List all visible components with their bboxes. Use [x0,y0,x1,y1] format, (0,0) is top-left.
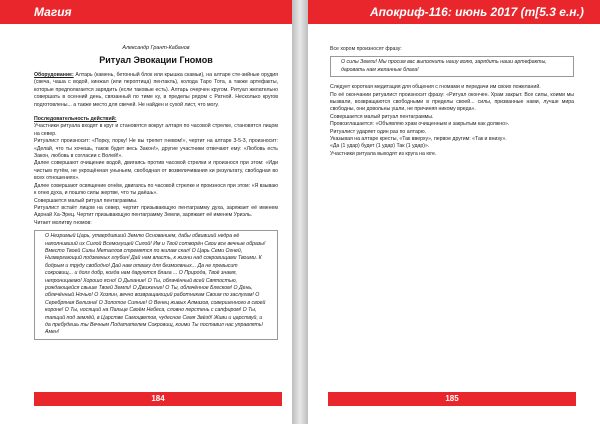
body-paragraph: Ритуалист встаёт лицом на север, чертит призывающую пентаграмму духа, заряжает её именем Адонай Ха-Эрец. Чертит призывающую пентаграмму Земли, заряжает её именем Уриэль. [34,204,278,219]
invocation-quote: О силы Земли! Мы просим вас выполнить нашу волю, зарядить наши артефакты, даровать нам желанные блага! [330,56,574,77]
equipment-text: Алтарь (камень, бетонный блок или крышка скамьи), на алтаре сте-зийные орудия (свеча, чаша с водой, кинжал (или пероптица) пентакль), колода Таро Тота, а также артефакты, которые предполагается зарядить (если таковые есть). Алтарь очерчен кругом. Ритуал желательно совершать в осенний день, связанный по тиме ку, в пределы рядом с Ратной. Несколько кругов подготовлены... а также место для свечей. Не найден и сухой лист, что могу. [34,72,278,108]
body-paragraph: Далее совершают освящение огнём, двигаясь по часовой стрелке и произнося при этом: «Я взываю к огню духа, и пошлю силы жертве, что ты даёшь». [34,182,278,197]
gnome-prayer: О Незримый Царь, утвердивший Землю Основанием, дабы обвивший недра её наполнивший их Силой Всемогущей Силой! Им и Твой сотворён Свои все вечные образы! Вместо Твоей Силы Металлов стремятся по жилам скал! О Царь Семи Огней, Низвергающий подземных глубин! Дай нам власть, к жизни над сокровищами Твоими. К бодрым и труду свободно! Дай нам отвагу для безмолвных... Да не превысит сокровищ... и долг добр, когда нам даруются блага ... О Природа, Твоё знамя, непроницаемо! Хорошо ясно! О Дыхание! О Ты, облачённый всей Святостью, рождающейся свыше Твоей Земли! О Движение! О Ты, облачённое Блеском! О День, облечённый Ночью! О Хозяин, вечно возвращающий работникам Своим по заслугам! О Серебряная Белизна! О Золотое Сияние! О Венец живых Алмазов, совершенного в своей короне! О Ты, носящий на Пальце Своём Небеса, словно перстень с сапфиром! О Ты, таящий под землёй, в Царстве Самоцветов, чудесное Семя Звёзд! Живи и царствуй, и да пребудешь ты Вечным Податателем Сокровищ, коими Ты поставил нас управлять! Амен! [34,230,278,340]
body-paragraph: Участники ритуала выходят из круга на юге. [330,150,437,157]
equipment-label: Оборудование: [34,72,74,78]
body-paragraph: По её окончании ритуалист произносит фразу: «Ритуал окончен. Храм закрыт. Все силы, коими мы вызвали, возвращаются свободными в пределы своей... силы, призванные нами, лучше мира свободны, они довольны ушли, не причиняя никому вреда». [330,91,574,113]
body-paragraph: Совершается малый ритуал пентаграммы. [34,197,138,204]
body-paragraph: «Да (1 удар) будет (1 удар) Так (1 удар)». [330,143,430,150]
body-paragraph: Провозглашается: «Объявляю храм очищенным и закрытым как должно». [330,121,510,128]
equipment-paragraph [34,72,278,109]
right-header: Апокриф-116: июнь 2017 (т[5.3 е.н.) [308,0,600,24]
body-paragraph: Участники ритуала входят в круг и становятся вокруг алтаря по часовой стрелке, становятся лицом на север. [34,123,278,137]
body-paragraph: Ритуалист произносит: «Порку, порку! Не вы трепет гневом!», чертит на алтаре 3-5-3, произносит: «Делай, что ты хочешь, таков будет весь Закон!», другие участники отвечают ему: «Любовь есть Закон, любовь в согласии с Волей!». [34,138,278,160]
right-content [330,46,574,158]
left-page-number: 184 [34,392,282,406]
article-title: Ритуал Эвокации Гномов [99,55,213,65]
body-paragraph: Указывая на алтаре кресты, «Так вверху», первое другим: «Так и внизу». [330,136,507,143]
left-page [0,0,292,424]
article-author: Александр Грант-Кабанов [122,45,190,51]
body-paragraph: Следует короткая медитация для общения с гномами и передачи им своих пожеланий. [330,84,541,91]
book-gutter [292,0,308,424]
body-paragraph: Ритуалист ударяет один раз по алтарю. [330,128,427,135]
intro-line: Все хором произносят фразу: [330,46,402,52]
left-content [34,45,278,343]
body-paragraph: Далее совершают очищение водой, двигаясь против часовой стрелки и произнося при этом: «Иди чистым путём, не укрощённая уныньем, свободная от возвеличивания ки результату, свободная во всех отношениях». [34,160,278,182]
sequence-label: Последовательность действий: [34,116,117,123]
right-page-number: 185 [328,392,576,406]
right-page [308,0,600,424]
body-paragraph: Читает молитву гномов: [34,219,92,226]
body-paragraph: Совершается малый ритуал пентаграммы. [330,113,434,120]
left-header: Магия [0,0,292,24]
